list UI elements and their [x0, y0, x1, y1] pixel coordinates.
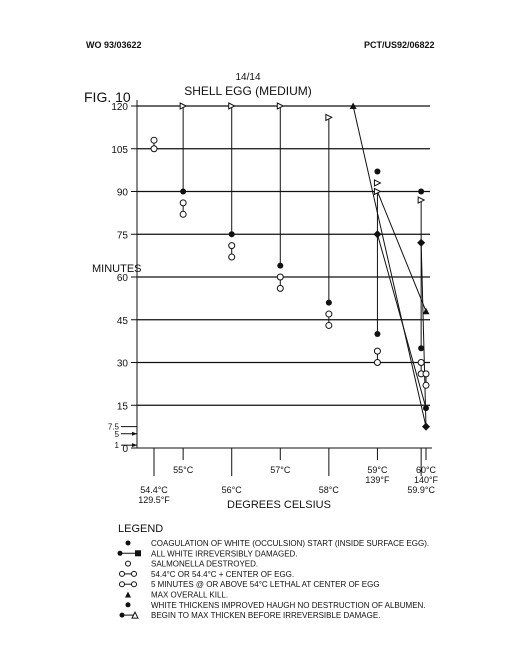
coagulation-point — [229, 231, 235, 237]
y-tick-label: 5 — [114, 429, 119, 439]
thicken-max-marker — [374, 180, 380, 186]
legend-item-text: MAX OVERALL KILL. — [151, 590, 229, 600]
chart-title: SHELL EGG (MEDIUM) — [184, 84, 312, 98]
y-tick-label: 45 — [116, 315, 128, 327]
legend-symbol — [118, 551, 123, 556]
small-tick-arrow — [132, 443, 137, 447]
x-tick-label: 54.4°C — [140, 485, 168, 495]
y-tick-label: 105 — [111, 144, 128, 156]
x-axis-label: DEGREES CELSIUS — [227, 499, 331, 511]
legend-symbol — [135, 550, 141, 556]
legend-title: LEGEND — [118, 523, 164, 535]
legend-item-text: ALL WHITE IRREVERSIBLY DAMAGED. — [151, 549, 298, 559]
figure-label: FIG. 10 — [84, 89, 131, 105]
lethal-point — [423, 382, 429, 388]
lethal-point — [229, 254, 235, 260]
legend-symbol — [120, 571, 125, 576]
legend-symbol — [126, 602, 131, 607]
y-tick-label: 75 — [116, 230, 128, 242]
lethal-point — [418, 360, 424, 366]
lethal-point — [180, 200, 186, 206]
coagulation-point — [423, 405, 429, 411]
figure-10-chart — [14, 8, 502, 658]
y-tick-label: 0 — [122, 444, 128, 455]
y-tick-label: 15 — [116, 401, 128, 413]
legend-item-text: 5 MINUTES @ OR ABOVE 54°C LETHAL AT CENTER OF EGG — [151, 580, 380, 590]
x-tick-label: 59.9°C — [407, 485, 435, 495]
small-tick-arrow — [132, 432, 137, 436]
legend-item-text: COAGULATION OF WHITE (OCCULSION) START (INSIDE SURFACE EGG). — [151, 539, 430, 548]
legend-symbol — [120, 582, 125, 587]
x-tick-label: 139°F — [365, 475, 390, 485]
connector-line — [353, 106, 426, 427]
legend-item-text: BEGIN TO MAX THICKEN BEFORE IRREVERSIBLE DAMAGE. — [151, 611, 381, 621]
irreversible-damage-point — [417, 239, 425, 247]
y-axis-label: MINUTES — [92, 263, 142, 275]
connector-line — [377, 192, 426, 312]
lethal-point — [180, 211, 186, 217]
y-tick-label: 1 — [114, 441, 119, 451]
page-number: 14/14 — [235, 72, 261, 83]
patent-drawing-page — [14, 8, 502, 658]
x-tick-label: 59°C — [367, 465, 388, 475]
y-tick-label: 90 — [116, 187, 128, 199]
x-tick-label: 129.5°F — [138, 495, 170, 505]
coagulation-point — [277, 263, 283, 269]
plot-area — [108, 100, 439, 505]
lethal-point — [423, 371, 429, 377]
lethal-point — [277, 285, 283, 291]
y-tick-label: 120 — [111, 102, 128, 113]
coagulation-point — [326, 300, 332, 306]
coagulation-point — [374, 169, 380, 175]
lethal-point — [326, 322, 332, 328]
x-tick-label: 60°C — [415, 465, 437, 475]
x-tick-label: 58°C — [318, 485, 339, 495]
y-tick-label: 60 — [116, 273, 128, 284]
irreversible-damage-point — [422, 423, 430, 431]
coagulation-point — [374, 331, 380, 337]
x-tick-label: 57°C — [270, 465, 291, 475]
y-tick-label: 30 — [116, 358, 128, 370]
salmonella-point — [151, 146, 157, 152]
coagulation-point — [418, 345, 424, 351]
lethal-point — [374, 360, 380, 366]
legend-symbol — [126, 561, 131, 566]
legend-symbol — [120, 613, 125, 618]
legend-item-text: SALMONELLA DESTROYED. — [151, 559, 259, 569]
legend-item-text: WHITE THICKENS IMPROVED HAUGH NO DESTRUCTION OF ALBUMEN. — [151, 600, 426, 610]
x-tick-label: 140°F — [413, 475, 439, 485]
max-kill-point — [423, 308, 430, 315]
app-number: PCT/US92/06822 — [364, 40, 435, 50]
legend-symbol — [126, 541, 131, 546]
x-tick-label: 56°C — [221, 485, 242, 495]
y-tick-label: 7.5 — [107, 422, 119, 432]
x-tick-label: 55°C — [173, 465, 194, 475]
coagulation-point — [180, 189, 186, 195]
lethal-point — [229, 243, 235, 249]
legend-symbol — [132, 571, 137, 576]
irreversible-damage-point — [373, 230, 381, 238]
legend-symbol — [132, 582, 137, 587]
connector-line — [377, 234, 426, 408]
legend-symbol — [125, 592, 131, 598]
legend — [118, 539, 430, 620]
lethal-point — [277, 274, 283, 280]
legend-item-text: 54.4°C OR 54.4°C + CENTER OF EGG. — [151, 569, 295, 579]
lethal-point — [374, 348, 380, 354]
coagulation-point — [418, 189, 424, 195]
lethal-point — [326, 311, 332, 317]
doc-number: WO 93/03622 — [86, 40, 142, 50]
salmonella-point — [151, 137, 157, 143]
